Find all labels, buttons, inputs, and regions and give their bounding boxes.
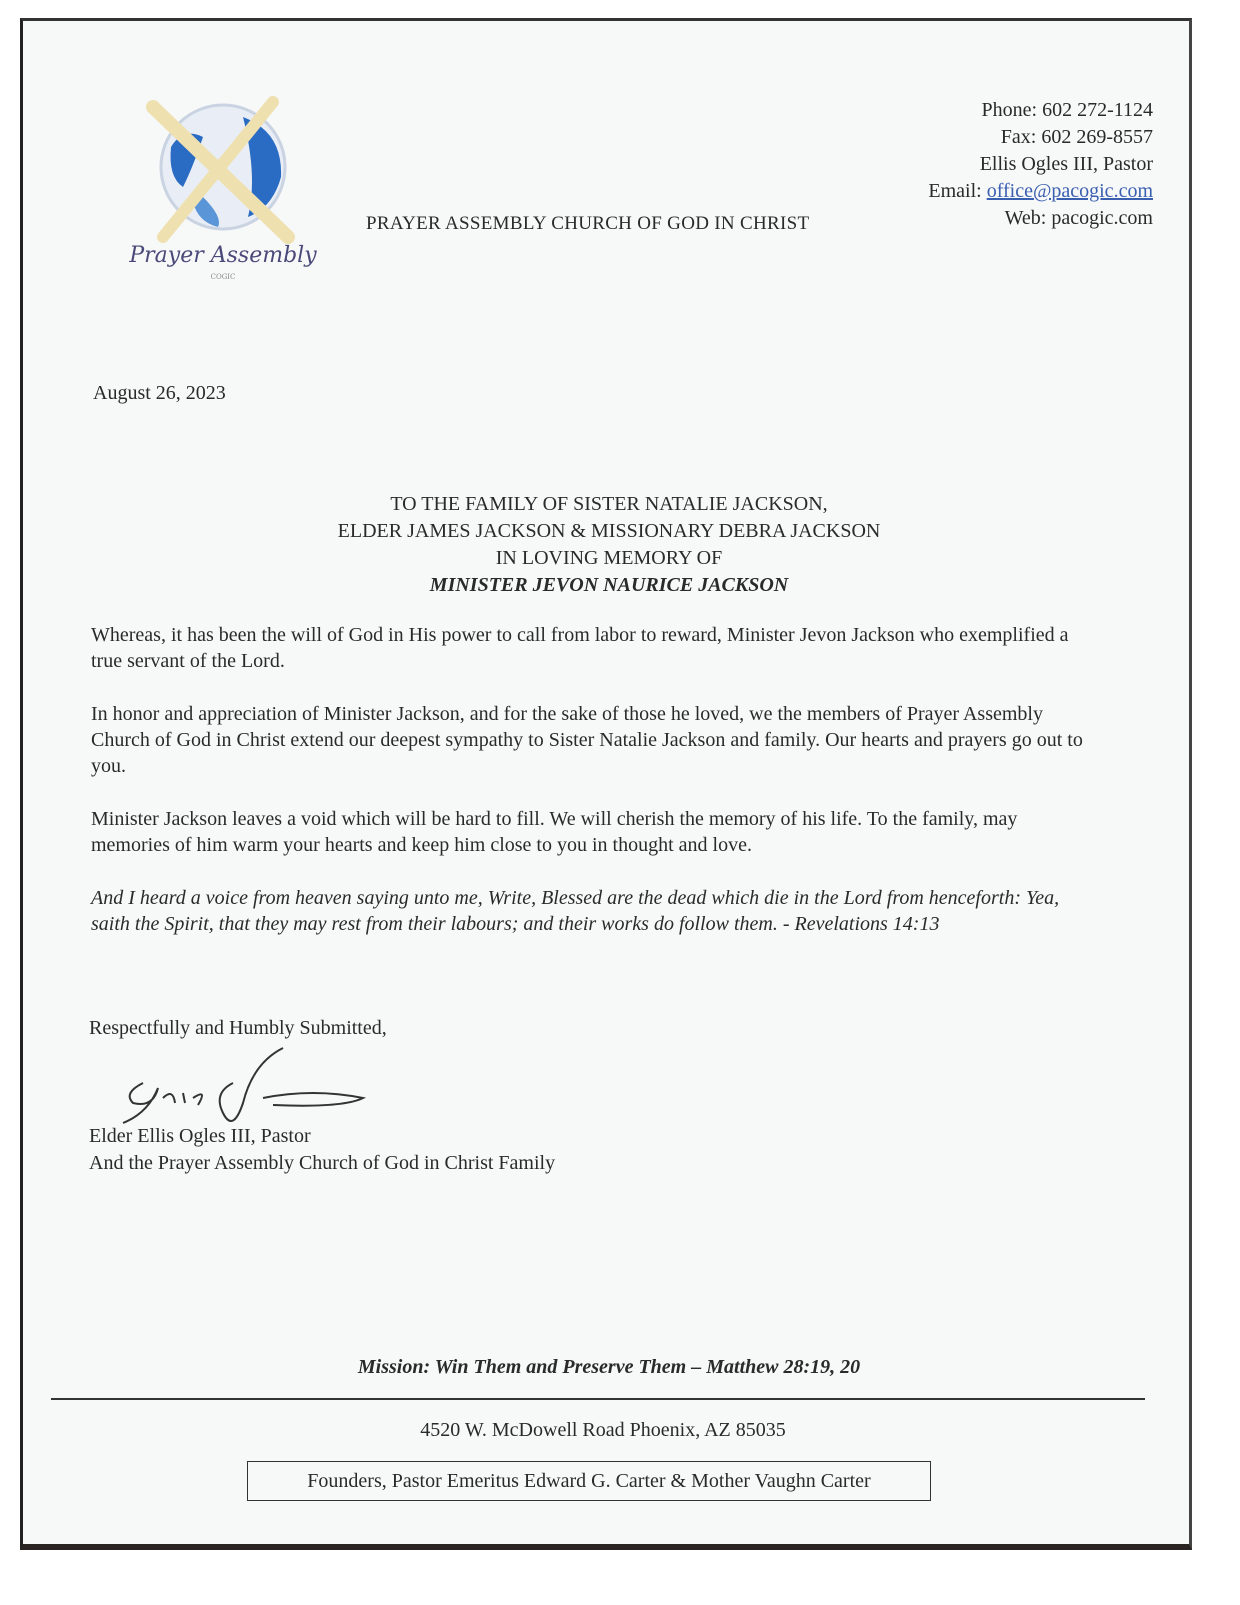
contact-info	[928, 97, 1153, 232]
church-logo	[123, 87, 323, 287]
signature	[113, 1043, 373, 1133]
church-name: PRAYER ASSEMBLY CHURCH OF GOD IN CHRIST	[366, 213, 810, 234]
phone: Phone: 602 272-1124	[981, 99, 1153, 121]
letter-page	[20, 18, 1192, 1550]
web: Web: pacogic.com	[1004, 207, 1153, 229]
email-link[interactable]: office@pacogic.com	[986, 180, 1153, 202]
pastor: Ellis Ogles III, Pastor	[979, 153, 1153, 175]
paragraph: In honor and appreciation of Minister Jackson, and for the sake of those he loved, we the members of Prayer Assembly Church of God in Christ extend our deepest sympathy to Sister Natalie Jackson and family. Our hearts and prayers go out to you.	[91, 703, 1083, 777]
letter-heading	[23, 491, 1195, 599]
email-label: Email:	[928, 180, 987, 202]
signer-block	[89, 1123, 555, 1177]
honoree-name: MINISTER JEVON NAURICE JACKSON	[429, 574, 789, 596]
paragraph: Whereas, it has been the will of God in His power to call from labor to reward, Minister Jevon Jackson who exemplified a true servant of the Lord.	[91, 624, 1069, 672]
svg-text:COGIC: COGIC	[210, 273, 236, 281]
fax: Fax: 602 269-8557	[1000, 126, 1153, 148]
closing: Respectfully and Humbly Submitted,	[89, 1017, 387, 1039]
svg-text:Prayer Assembly: Prayer Assembly	[129, 243, 317, 268]
letter-date: August 26, 2023	[93, 382, 226, 404]
heading-line: IN LOVING MEMORY OF	[495, 547, 723, 569]
church-address: 4520 W. McDowell Road Phoenix, AZ 85035	[420, 1419, 786, 1441]
heading-line: TO THE FAMILY OF SISTER NATALIE JACKSON,	[390, 493, 828, 515]
heading-line: ELDER JAMES JACKSON & MISSIONARY DEBRA JACKSON	[337, 520, 881, 542]
founders-box: Founders, Pastor Emeritus Edward G. Carter & Mother Vaughn Carter	[247, 1461, 931, 1501]
email-line	[928, 178, 1153, 205]
signer-name: Elder Ellis Ogles III, Pastor	[89, 1125, 311, 1147]
signer-org: And the Prayer Assembly Church of God in Christ Family	[89, 1152, 556, 1174]
mission-statement: Mission: Win Them and Preserve Them – Matthew 28:19, 20	[357, 1356, 861, 1378]
paragraph: Minister Jackson leaves a void which will be hard to fill. We will cherish the memory of his life. To the family, may memories of him warm your hearts and keep him close to you in thought and love.	[91, 808, 1018, 856]
footer-divider	[51, 1398, 1145, 1400]
scripture-quote: And I heard a voice from heaven saying unto me, Write, Blessed are the dead which die in the Lord from henceforth: Yea, saith the Spirit, that they may rest from their labours; and their works do follow them. - Revelations 14:13	[91, 887, 1060, 935]
